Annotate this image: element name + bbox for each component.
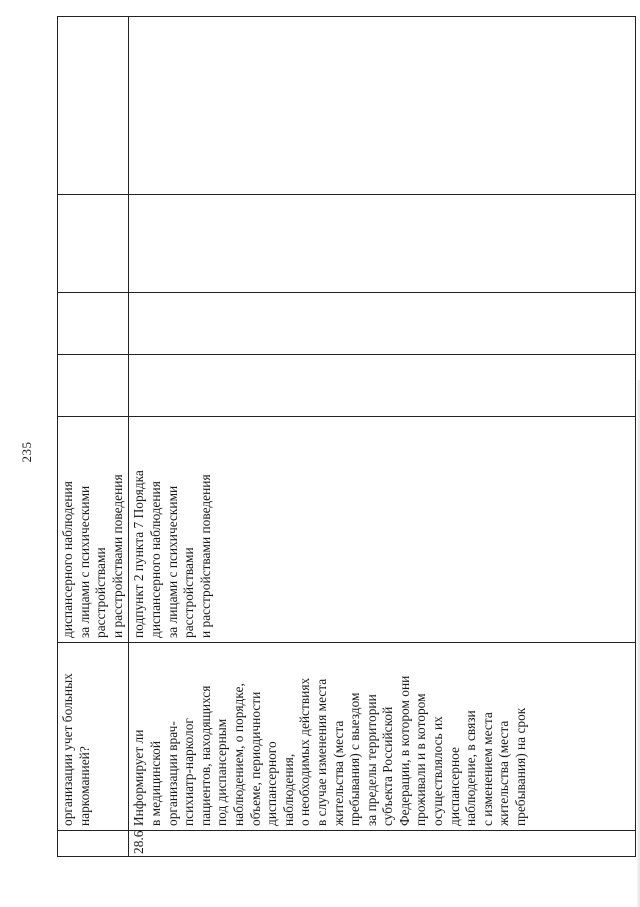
checklist-table — [57, 16, 636, 857]
legal-basis-cell: подпункт 2 пункта 7 Порядка диспансерного наблюдения за лицами с психическими расстройствами и расстройствами поведения — [129, 417, 636, 643]
legal-basis-cell: диспансерного наблюдения за лицами с психическими расстройствами и расстройствами поведения — [58, 417, 129, 643]
answer-not-applicable-cell — [58, 195, 129, 293]
question-cell: Информирует ли в медицинской организации врач- психиатр-нарколог пациентов, находящихся под диспансерным наблюдением, о порядке, объеме, периодичности диспансерного наблюдения, о необходимых действиях в случае изменения места жительства (места пребывания) с выездом за пределы территории субъекта Российской Федерации, в котором они проживали и в котором осуществлялось их диспансерное наблюдение, в связи с изменением места жительства (места пребывания) на срок — [129, 643, 636, 831]
answer-yes-cell — [58, 355, 129, 417]
row-number-cell — [58, 831, 129, 857]
notes-cell — [58, 17, 129, 195]
answer-yes-cell — [129, 355, 636, 417]
table-row-28-69 — [129, 17, 636, 857]
answer-no-cell — [129, 293, 636, 355]
row-number-cell: 28.69 — [129, 831, 636, 857]
answer-no-cell — [58, 293, 129, 355]
notes-cell — [129, 17, 636, 195]
table-row-continuation — [58, 17, 129, 857]
checklist-table-wrapper — [57, 17, 629, 857]
question-cell: организации учет больных наркоманией? — [58, 643, 129, 831]
page-number: 235 — [19, 441, 34, 463]
answer-not-applicable-cell — [129, 195, 636, 293]
